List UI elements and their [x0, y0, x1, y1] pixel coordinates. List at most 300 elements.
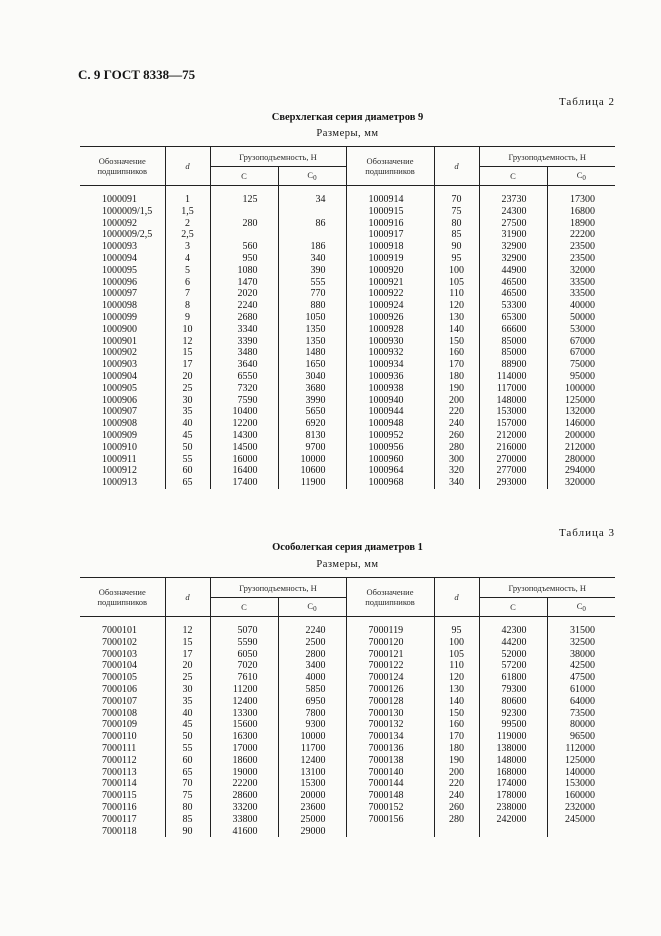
d-cell: 80 — [165, 802, 210, 814]
c0-cell: 320000 — [547, 477, 615, 489]
c-cell: 61800 — [479, 672, 547, 684]
c0-cell: 2800 — [278, 649, 346, 661]
d-cell: 8 — [165, 300, 210, 312]
c0-cell: 12400 — [278, 755, 346, 767]
c-cell: 2240 — [210, 300, 278, 312]
c-cell: 153000 — [479, 406, 547, 418]
c-cell: 125 — [210, 194, 278, 206]
d-cell: 35 — [165, 406, 210, 418]
table-row — [80, 359, 615, 371]
d-cell: 105 — [434, 277, 479, 289]
c0-cell: 32500 — [547, 637, 615, 649]
c0-cell: 3400 — [278, 660, 346, 672]
table-row — [80, 743, 615, 755]
c-cell: 168000 — [479, 767, 547, 779]
designation-cell: 7000102 — [102, 636, 137, 648]
c-cell: 12200 — [210, 418, 278, 430]
d-header: d — [165, 147, 210, 186]
designation-cell: 7000110 — [102, 731, 137, 743]
c0-cell: 160000 — [547, 790, 615, 802]
designation-cell: 1000902 — [102, 347, 137, 359]
c-cell: 280 — [210, 218, 278, 230]
c-cell: 119000 — [479, 731, 547, 743]
designation-cell: 1000912 — [102, 465, 137, 477]
c-cell: 174000 — [479, 778, 547, 790]
table-row — [80, 826, 615, 838]
designation-cell: 1000934 — [346, 359, 434, 371]
d-cell: 220 — [434, 778, 479, 790]
table3-subtitle: Размеры, мм — [316, 559, 379, 570]
designation-cell: 1000915 — [346, 206, 434, 218]
designation-cell: 7000104 — [102, 660, 137, 672]
table-row — [80, 731, 615, 743]
table-row — [80, 336, 615, 348]
table-row — [80, 418, 615, 430]
c-cell: 11200 — [210, 684, 278, 696]
c0-cell: 4000 — [278, 672, 346, 684]
c-cell: 80600 — [479, 696, 547, 708]
c0-cell: 23500 — [547, 241, 615, 253]
designation-cell: 7000122 — [346, 660, 434, 672]
d-cell: 25 — [165, 672, 210, 684]
c-cell: 212000 — [479, 430, 547, 442]
c0-cell: 11900 — [278, 477, 346, 489]
c0-cell: 880 — [278, 300, 346, 312]
c-cell: 85000 — [479, 347, 547, 359]
designation-cell: 7000116 — [102, 801, 137, 813]
designation-cell: 1000928 — [346, 324, 434, 336]
designation-cell: 1000009/1,5 — [102, 205, 153, 217]
designation-cell: 1000908 — [102, 418, 137, 430]
d-cell: 100 — [434, 637, 479, 649]
c0-cell: 140000 — [547, 767, 615, 779]
c-cell: 88900 — [479, 359, 547, 371]
designation-cell — [346, 826, 434, 838]
c-cell: 16300 — [210, 731, 278, 743]
d-cell: 90 — [165, 826, 210, 838]
c-cell — [210, 206, 278, 218]
table3 — [80, 577, 615, 837]
designation-cell: 7000148 — [346, 790, 434, 802]
c-cell: 6550 — [210, 371, 278, 383]
c-cell: 57200 — [479, 660, 547, 672]
designation-cell: 1000098 — [102, 300, 137, 312]
c0-cell: 100000 — [547, 383, 615, 395]
designation-cell: 1000938 — [346, 383, 434, 395]
d-cell: 50 — [165, 731, 210, 743]
d-cell: 40 — [165, 708, 210, 720]
d-cell: 17 — [165, 649, 210, 661]
c0-cell: 17300 — [547, 194, 615, 206]
c0-header: $C_0$ — [278, 167, 346, 186]
c0-cell: 32000 — [547, 265, 615, 277]
c-header: C — [479, 598, 547, 617]
designation-cell: 1000948 — [346, 418, 434, 430]
c-header: C — [210, 167, 278, 186]
c0-cell: 33500 — [547, 288, 615, 300]
c-cell: 14500 — [210, 442, 278, 454]
c-cell: 114000 — [479, 371, 547, 383]
c0-cell: 9700 — [278, 442, 346, 454]
c0-cell: 200000 — [547, 430, 615, 442]
designation-cell: 1000936 — [346, 371, 434, 383]
c0-cell: 16800 — [547, 206, 615, 218]
c0-cell: 95000 — [547, 371, 615, 383]
d-cell: 95 — [434, 625, 479, 637]
designation-cell: 1000930 — [346, 336, 434, 348]
c0-cell: 280000 — [547, 454, 615, 466]
d-cell: 15 — [165, 637, 210, 649]
d-cell: 200 — [434, 395, 479, 407]
c0-cell: 10000 — [278, 731, 346, 743]
table-row — [80, 696, 615, 708]
d-cell: 190 — [434, 755, 479, 767]
table2-title: Сверхлегкая серия диаметров 9 — [271, 112, 424, 123]
table-row — [80, 814, 615, 826]
c0-cell: 2240 — [278, 625, 346, 637]
c0-cell: 20000 — [278, 790, 346, 802]
c0-cell: 3680 — [278, 383, 346, 395]
designation-cell: 7000118 — [102, 825, 137, 837]
c-cell: 6050 — [210, 649, 278, 661]
c-header: C — [210, 598, 278, 617]
c-cell — [210, 229, 278, 241]
c0-header: $C_0$ — [547, 167, 615, 186]
c0-cell: 112000 — [547, 743, 615, 755]
designation-cell: 1000940 — [346, 395, 434, 407]
c0-cell: 125000 — [547, 755, 615, 767]
d-cell: 55 — [165, 454, 210, 466]
c0-cell: 10600 — [278, 465, 346, 477]
d-cell: 1 — [165, 194, 210, 206]
c-cell: 32900 — [479, 241, 547, 253]
c-cell: 178000 — [479, 790, 547, 802]
c-cell: 13300 — [210, 708, 278, 720]
designation-cell: 1000909 — [102, 429, 137, 441]
d-cell: 160 — [434, 347, 479, 359]
c0-cell: 73500 — [547, 708, 615, 720]
table-row — [80, 218, 615, 230]
table-row — [80, 371, 615, 383]
designation-cell: 1000921 — [346, 277, 434, 289]
c-cell: 66600 — [479, 324, 547, 336]
c0-cell: 67000 — [547, 336, 615, 348]
designation-cell: 1000099 — [102, 311, 137, 323]
table-row — [80, 790, 615, 802]
c-cell: 79300 — [479, 684, 547, 696]
table-row — [80, 672, 615, 684]
table-row — [80, 312, 615, 324]
designation-cell: 1000009/2,5 — [102, 229, 153, 241]
c0-cell: 50000 — [547, 312, 615, 324]
c0-cell: 770 — [278, 288, 346, 300]
c0-cell: 47500 — [547, 672, 615, 684]
designation-cell: 1000920 — [346, 265, 434, 277]
d-cell: 110 — [434, 288, 479, 300]
d-cell: 140 — [434, 696, 479, 708]
c0-cell: 86 — [278, 218, 346, 230]
c-cell: 52000 — [479, 649, 547, 661]
page-header: С. 9 ГОСТ 8338—75 — [78, 67, 196, 82]
d-cell: 110 — [434, 660, 479, 672]
table-row — [80, 767, 615, 779]
d-cell: 12 — [165, 336, 210, 348]
designation-cell: 1000913 — [102, 477, 137, 489]
c0-cell: 13100 — [278, 767, 346, 779]
c-cell: 117000 — [479, 383, 547, 395]
c-cell: 277000 — [479, 465, 547, 477]
c0-cell: 8130 — [278, 430, 346, 442]
d-cell: 85 — [434, 229, 479, 241]
d-cell: 50 — [165, 442, 210, 454]
c-cell: 10400 — [210, 406, 278, 418]
table-row — [80, 684, 615, 696]
designation-cell: 1000900 — [102, 323, 137, 335]
table-row — [80, 625, 615, 637]
c0-cell: 3990 — [278, 395, 346, 407]
capacity-header: Грузоподъемность, Н — [479, 578, 615, 598]
table-row — [80, 430, 615, 442]
c0-cell: 186 — [278, 241, 346, 253]
designation-cell: 7000121 — [346, 649, 434, 661]
c0-cell: 34 — [278, 194, 346, 206]
table-row — [80, 395, 615, 407]
designation-cell: 1000906 — [102, 394, 137, 406]
designation-cell: 1000093 — [102, 241, 137, 253]
d-cell: 160 — [434, 719, 479, 731]
c-cell: 2680 — [210, 312, 278, 324]
c0-cell: 53000 — [547, 324, 615, 336]
c0-header: $C_0$ — [278, 598, 346, 617]
c-cell: 7590 — [210, 395, 278, 407]
c0-cell: 232000 — [547, 802, 615, 814]
c-cell: 85000 — [479, 336, 547, 348]
table-row — [80, 755, 615, 767]
c-cell: 44900 — [479, 265, 547, 277]
c-cell: 3390 — [210, 336, 278, 348]
table-row — [80, 347, 615, 359]
c0-cell: 18900 — [547, 218, 615, 230]
c-cell: 7320 — [210, 383, 278, 395]
d-cell: 180 — [434, 743, 479, 755]
c0-cell: 9300 — [278, 719, 346, 731]
designation-cell: 7000128 — [346, 696, 434, 708]
c-cell: 242000 — [479, 814, 547, 826]
designation-cell: 1000964 — [346, 465, 434, 477]
table-row — [80, 454, 615, 466]
d-cell: 130 — [434, 684, 479, 696]
c-cell: 28600 — [210, 790, 278, 802]
d-cell: 320 — [434, 465, 479, 477]
d-cell: 9 — [165, 312, 210, 324]
d-cell: 90 — [434, 241, 479, 253]
d-cell: 100 — [434, 265, 479, 277]
c0-cell: 23500 — [547, 253, 615, 265]
designation-cell: 7000109 — [102, 719, 137, 731]
c-cell: 3640 — [210, 359, 278, 371]
c0-cell: 294000 — [547, 465, 615, 477]
d-cell: 150 — [434, 336, 479, 348]
d-cell: 65 — [165, 477, 210, 489]
d-header: d — [434, 578, 479, 617]
designation-cell: 1000916 — [346, 218, 434, 230]
c0-cell: 5650 — [278, 406, 346, 418]
c-cell: 27500 — [479, 218, 547, 230]
c-cell: 24300 — [479, 206, 547, 218]
d-cell: 240 — [434, 790, 479, 802]
c-cell: 5590 — [210, 637, 278, 649]
designation-header: Обозначение подшипников — [80, 147, 165, 186]
designation-cell: 1000924 — [346, 300, 434, 312]
c-cell: 16400 — [210, 465, 278, 477]
c0-cell: 22200 — [547, 229, 615, 241]
c-header: C — [479, 167, 547, 186]
capacity-header: Грузоподъемность, Н — [210, 147, 346, 167]
table-row — [80, 324, 615, 336]
d-cell: 3 — [165, 241, 210, 253]
c0-cell: 61000 — [547, 684, 615, 696]
c0-cell: 38000 — [547, 649, 615, 661]
c-cell: 17000 — [210, 743, 278, 755]
c-cell: 42300 — [479, 625, 547, 637]
c0-cell: 75000 — [547, 359, 615, 371]
designation-header: Обозначение подшипников — [346, 147, 434, 186]
table2-label: Таблица 2 — [558, 96, 615, 108]
d-cell: 340 — [434, 477, 479, 489]
designation-cell: 7000140 — [346, 767, 434, 779]
designation-cell: 7000144 — [346, 778, 434, 790]
c-cell: 3340 — [210, 324, 278, 336]
c-cell: 2020 — [210, 288, 278, 300]
c-cell: 16000 — [210, 454, 278, 466]
d-cell: 70 — [434, 194, 479, 206]
d-cell: 170 — [434, 731, 479, 743]
table-row — [80, 277, 615, 289]
c0-cell: 1350 — [278, 324, 346, 336]
c0-cell: 25000 — [278, 814, 346, 826]
d-cell: 60 — [165, 465, 210, 477]
designation-cell: 1000097 — [102, 288, 137, 300]
c0-cell: 7800 — [278, 708, 346, 720]
d-cell: 6 — [165, 277, 210, 289]
c-cell: 22200 — [210, 778, 278, 790]
c-cell: 5070 — [210, 625, 278, 637]
c-cell: 53300 — [479, 300, 547, 312]
c-cell: 157000 — [479, 418, 547, 430]
d-cell: 95 — [434, 253, 479, 265]
c0-cell: 11700 — [278, 743, 346, 755]
d-cell: 10 — [165, 324, 210, 336]
designation-cell: 1000092 — [102, 217, 137, 229]
designation-cell: 7000130 — [346, 708, 434, 720]
d-cell: 190 — [434, 383, 479, 395]
d-cell: 17 — [165, 359, 210, 371]
designation-cell: 7000136 — [346, 743, 434, 755]
c0-cell: 146000 — [547, 418, 615, 430]
c0-cell: 390 — [278, 265, 346, 277]
d-cell: 85 — [165, 814, 210, 826]
d-cell: 170 — [434, 359, 479, 371]
d-cell: 105 — [434, 649, 479, 661]
c0-cell — [547, 826, 615, 838]
c-cell: 293000 — [479, 477, 547, 489]
table-row — [80, 206, 615, 218]
d-cell: 7 — [165, 288, 210, 300]
table-row — [80, 383, 615, 395]
d-cell: 200 — [434, 767, 479, 779]
table-row — [80, 442, 615, 454]
c-cell: 99500 — [479, 719, 547, 731]
c-cell: 3480 — [210, 347, 278, 359]
c-cell: 7020 — [210, 660, 278, 672]
d-cell: 180 — [434, 371, 479, 383]
c-cell: 15600 — [210, 719, 278, 731]
capacity-header: Грузоподъемность, Н — [210, 578, 346, 598]
designation-cell: 1000956 — [346, 442, 434, 454]
capacity-header: Грузоподъемность, Н — [479, 147, 615, 167]
d-cell: 75 — [434, 206, 479, 218]
table-row — [80, 300, 615, 312]
designation-cell: 1000960 — [346, 454, 434, 466]
c-cell: 44200 — [479, 637, 547, 649]
designation-cell: 7000111 — [102, 742, 137, 754]
c-cell: 65300 — [479, 312, 547, 324]
table-row — [80, 253, 615, 265]
d-cell: 80 — [434, 218, 479, 230]
d-cell: 260 — [434, 430, 479, 442]
designation-cell: 7000126 — [346, 684, 434, 696]
designation-cell: 7000107 — [102, 695, 137, 707]
c-cell: 12400 — [210, 696, 278, 708]
designation-cell: 1000968 — [346, 477, 434, 489]
d-cell: 2 — [165, 218, 210, 230]
c0-cell: 212000 — [547, 442, 615, 454]
c-cell: 238000 — [479, 802, 547, 814]
d-cell: 45 — [165, 430, 210, 442]
designation-cell: 1000922 — [346, 288, 434, 300]
designation-cell: 7000152 — [346, 802, 434, 814]
designation-cell: 1000094 — [102, 252, 137, 264]
c-cell: 32900 — [479, 253, 547, 265]
c-cell: 14300 — [210, 430, 278, 442]
designation-cell: 1000926 — [346, 312, 434, 324]
c0-cell: 33500 — [547, 277, 615, 289]
d-cell: 70 — [165, 778, 210, 790]
c0-cell: 80000 — [547, 719, 615, 731]
d-cell — [434, 826, 479, 838]
table-row — [80, 708, 615, 720]
c-cell: 33200 — [210, 802, 278, 814]
table-row — [80, 194, 615, 206]
c0-header: $C_0$ — [547, 598, 615, 617]
c0-cell: 23600 — [278, 802, 346, 814]
designation-cell: 7000119 — [346, 625, 434, 637]
designation-cell: 1000905 — [102, 382, 137, 394]
designation-header: Обозначение подшипников — [80, 578, 165, 617]
c-cell: 18600 — [210, 755, 278, 767]
designation-cell: 7000112 — [102, 754, 137, 766]
designation-cell: 1000911 — [102, 453, 137, 465]
designation-cell: 7000108 — [102, 707, 137, 719]
designation-cell: 1000917 — [346, 229, 434, 241]
table-row — [80, 649, 615, 661]
c0-cell: 6950 — [278, 696, 346, 708]
d-cell: 55 — [165, 743, 210, 755]
d-cell: 2,5 — [165, 229, 210, 241]
c-cell: 1470 — [210, 277, 278, 289]
designation-cell: 7000138 — [346, 755, 434, 767]
designation-cell: 1000904 — [102, 370, 137, 382]
